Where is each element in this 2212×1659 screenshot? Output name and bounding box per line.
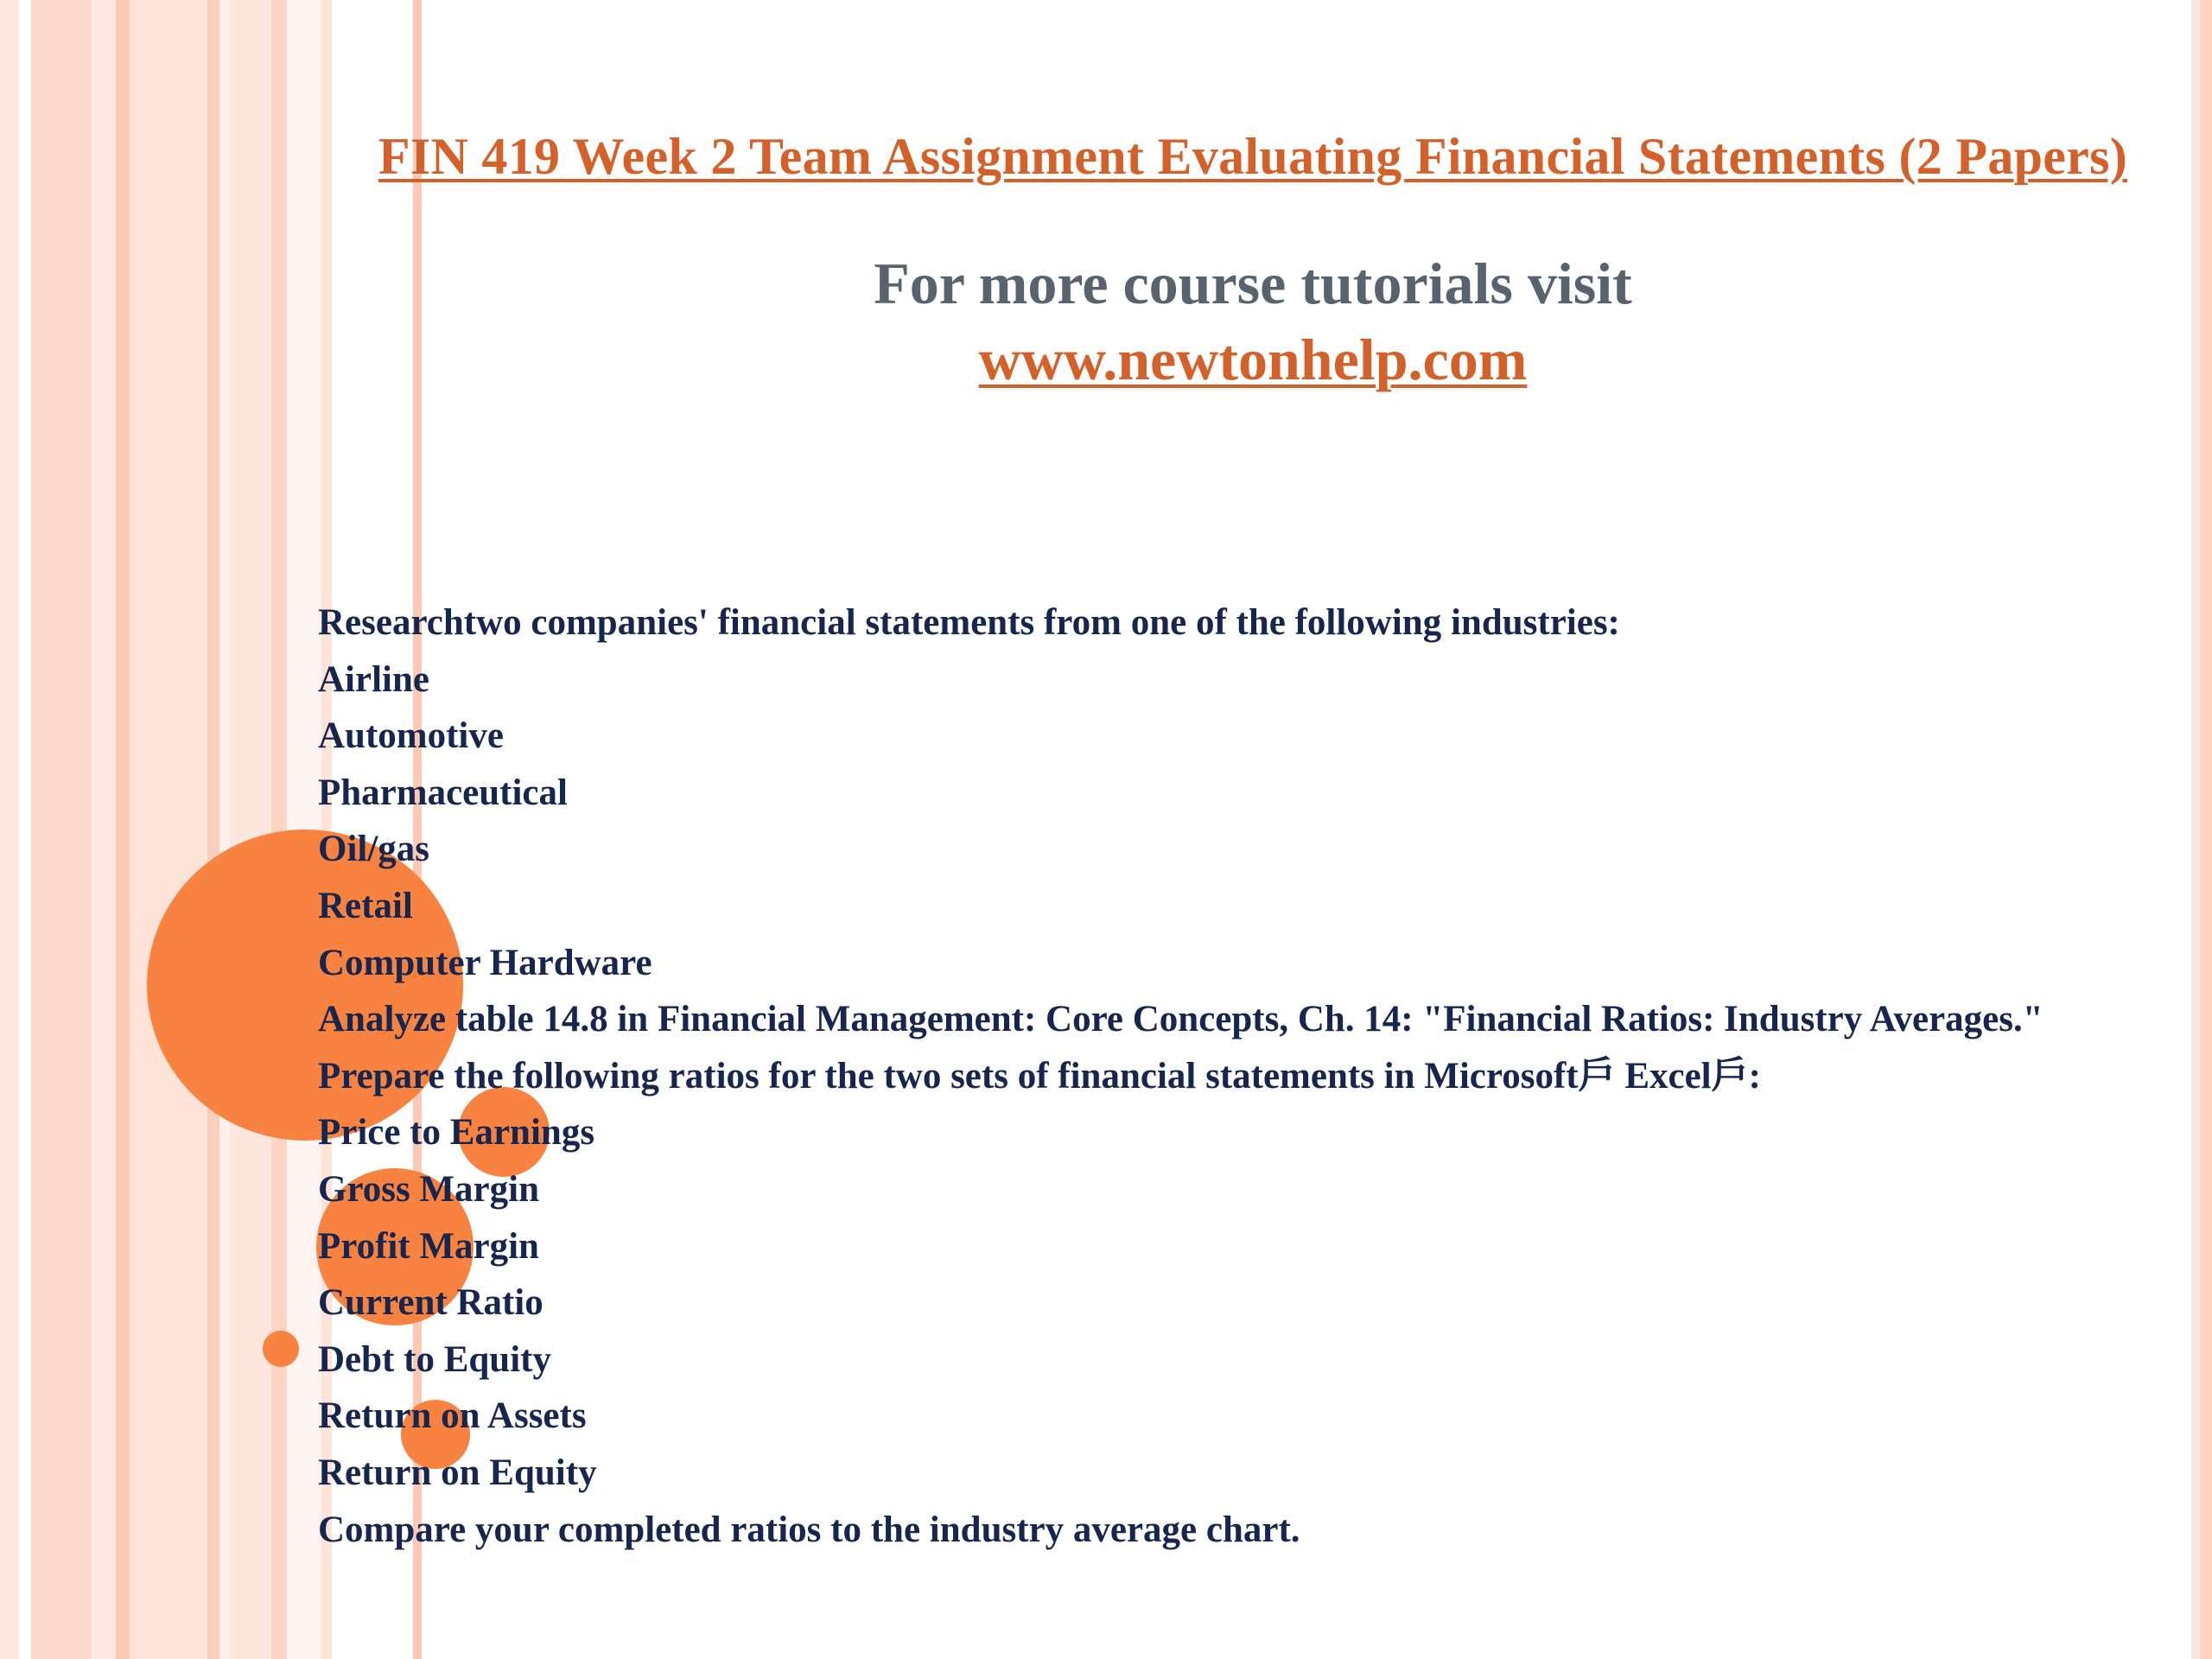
slide-subtitle: For more course tutorials visit: [874, 251, 1632, 316]
ratio-item: Profit Margin: [318, 1225, 539, 1267]
decorative-stripe: [207, 0, 219, 1659]
industry-item: Computer Hardware: [318, 942, 652, 983]
ratio-item: Price to Earnings: [318, 1112, 595, 1154]
website-link[interactable]: www.newtonhelp.com: [978, 327, 1528, 392]
ratio-item: Current Ratio: [318, 1282, 543, 1324]
decorative-stripe-right: [2191, 0, 2200, 1659]
slide-body: [318, 594, 2184, 1558]
decorative-stripe-right: [2200, 0, 2212, 1659]
decorative-stripe: [230, 0, 271, 1659]
decorative-stripe: [31, 0, 92, 1659]
decorative-stripe: [0, 0, 19, 1659]
ratio-item: Debt to Equity: [318, 1338, 551, 1380]
decorative-stripe: [92, 0, 116, 1659]
industry-item: Retail: [318, 885, 413, 926]
decorative-stripe: [116, 0, 130, 1659]
body-line-compare: Compare your completed ratios to the industry average chart.: [318, 1509, 1300, 1550]
industry-item: Airline: [318, 658, 429, 700]
body-line-intro: Researchtwo companies' financial statements from one of the following industries:: [318, 602, 1620, 643]
body-line-prepare: Prepare the following ratios for the two sets of financial statements in Microsoft戶 Excel戶:: [318, 1055, 1761, 1096]
ratio-item: Return on Assets: [318, 1395, 587, 1437]
decorative-circle-small: [263, 1331, 299, 1367]
body-line-analyze: Analyze table 14.8 in Financial Management: Core Concepts, Ch. 14: "Financial Ratios: Industry Averages.": [318, 999, 2044, 1040]
industry-item: Automotive: [318, 715, 504, 757]
decorative-stripe: [130, 0, 207, 1659]
decorative-stripe: [219, 0, 230, 1659]
website-link-container: [337, 327, 2169, 392]
decorative-stripe: [271, 0, 287, 1659]
ratio-item: Gross Margin: [318, 1168, 540, 1210]
decorative-stripe: [19, 0, 31, 1659]
industry-item: Oil/gas: [318, 829, 430, 870]
industry-item: Pharmaceutical: [318, 772, 568, 813]
ratio-item: Return on Equity: [318, 1452, 597, 1493]
slide-title: FIN 419 Week 2 Team Assignment Evaluating Financial Statements (2 Papers): [378, 128, 2128, 185]
